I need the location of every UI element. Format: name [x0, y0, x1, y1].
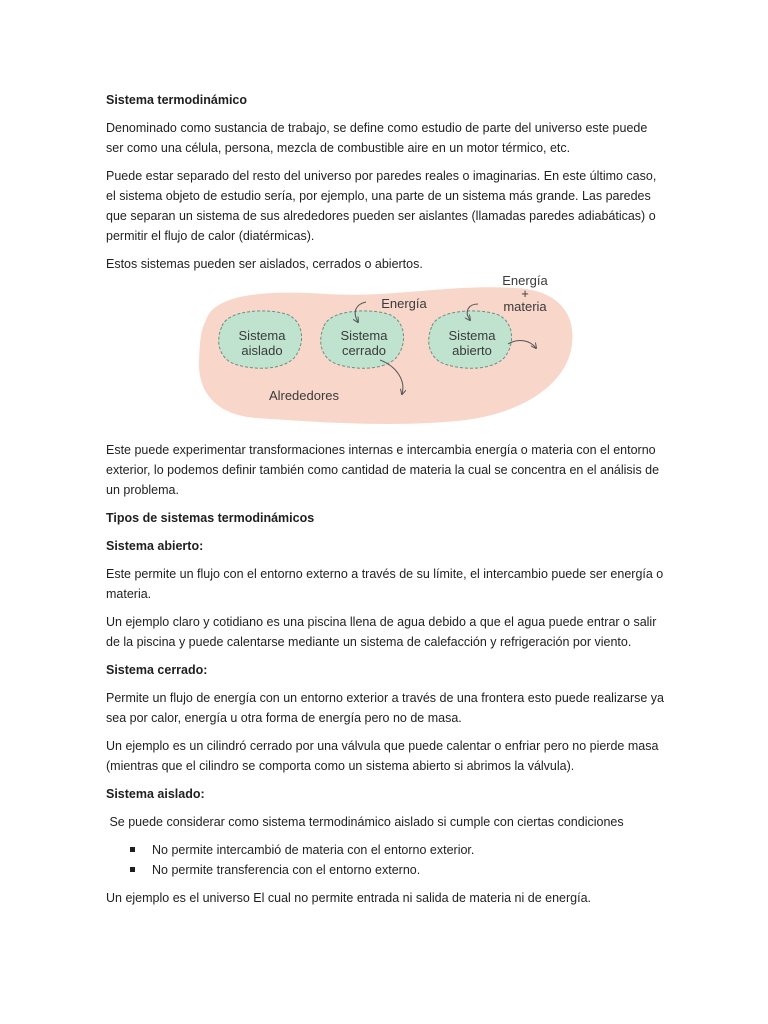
- energy-matter-line2: +: [521, 286, 529, 301]
- list-item: [106, 840, 666, 860]
- isolated-label-line2: aislado: [241, 343, 283, 358]
- heading-closed-system: Sistema cerrado:: [106, 663, 208, 677]
- paragraph-universe-example: Un ejemplo es el universo El cual no permite entrada ni salida de materia ni de energía.: [106, 891, 591, 905]
- energy-matter-line1: Energía: [502, 273, 548, 288]
- energy-matter-line3: materia: [503, 299, 547, 314]
- isolated-system-label: [226, 328, 298, 358]
- isolated-label-line1: Sistema: [238, 328, 286, 343]
- closed-label-line2: cerrado: [341, 343, 387, 358]
- paragraph-closed-definition: Permite un flujo de energía con un entorno exterior a través de una frontera esto puede realizarse ya sea por calor, energía u otra forma de energía pero no de masa.: [106, 691, 664, 725]
- energy-label: Energía: [381, 296, 427, 311]
- list-item-text: No permite intercambió de materia con el entorno exterior.: [152, 843, 475, 857]
- energy-matter-label: [492, 274, 558, 313]
- surroundings-label: Alrededores: [268, 388, 340, 403]
- open-label-line1: Sistema: [448, 328, 496, 343]
- closed-label-line1: Sistema: [340, 328, 388, 343]
- list-item: [106, 860, 666, 880]
- paragraph-closed-example: Un ejemplo es un cilindró cerrado por una válvula que puede calentar o enfriar pero no pierde masa (mientras que el cilindro se comporta como un sistema abierto si abrimos la válvula).: [106, 739, 659, 773]
- heading-isolated-system: Sistema aislado:: [106, 787, 205, 801]
- list-item-text: No permite transferencia con el entorno externo.: [152, 863, 421, 877]
- paragraph-open-definition: Este permite un flujo con el entorno externo a través de su límite, el intercambio puede ser energía o materia.: [106, 567, 664, 601]
- isolated-conditions-list: [106, 840, 666, 880]
- open-label-line2: abierto: [452, 343, 492, 358]
- document-page: [106, 90, 666, 916]
- paragraph-open-example: Un ejemplo claro y cotidiano es una piscina llena de agua debido a que el agua puede entrar o salir de la piscina y puede calentarse mediante un sistema de calefacción y refrigeración por viento.: [106, 615, 657, 649]
- closed-system-label: [328, 328, 400, 358]
- paragraph-isolated-definition: Se puede considerar como sistema termodinámico aislado si cumple con ciertas condiciones: [106, 815, 624, 829]
- section-title: Sistema termodinámico: [106, 93, 248, 107]
- paragraph-definition: Denominado como sustancia de trabajo, se define como estudio de parte del universo este puede ser como una célula, persona, mezcla de combustible aire en un motor térmico, etc.: [106, 121, 648, 155]
- heading-open-system: Sistema abierto:: [106, 539, 204, 553]
- paragraph-walls: Puede estar separado del resto del universo por paredes reales o imaginarias. En este último caso, el sistema objeto de estudio sería, por ejemplo, una parte de un sistema más grande. Las paredes que separan un sistema de sus alrededores pueden ser aislantes (llamadas paredes adiabáticas) o permitir el flujo de calor (diatérmicas).: [106, 169, 657, 243]
- heading-types: Tipos de sistemas termodinámicos: [106, 511, 315, 525]
- bullet-icon: [130, 847, 135, 852]
- open-system-label: [436, 328, 508, 358]
- systems-diagram: [196, 273, 580, 432]
- bullet-icon: [130, 867, 135, 872]
- paragraph-transformations: Este puede experimentar transformaciones internas e intercambia energía o materia con el entorno exterior, lo podemos definir también como cantidad de materia la cual se concentra en el análisis de un problema.: [106, 443, 660, 497]
- paragraph-system-types: Estos sistemas pueden ser aislados, cerrados o abiertos.: [106, 257, 423, 271]
